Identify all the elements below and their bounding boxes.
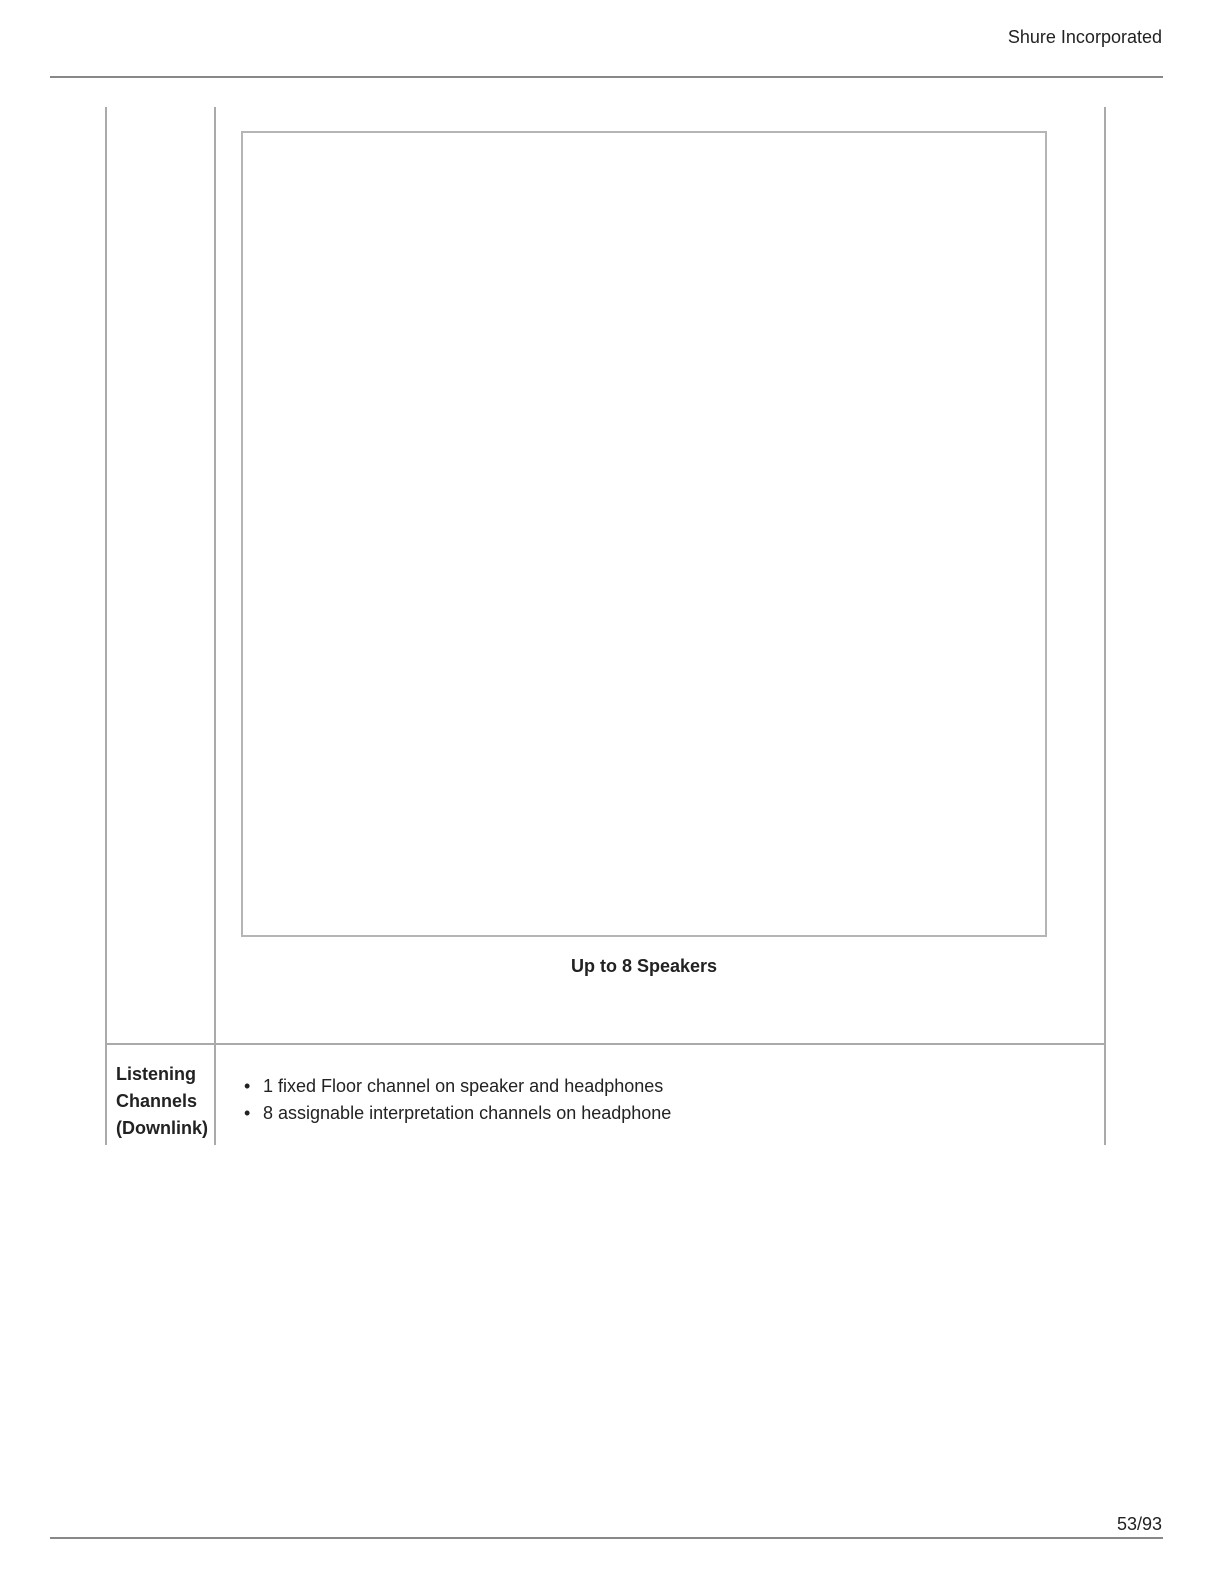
label-line: (Downlink) — [116, 1118, 208, 1138]
bullet-icon: • — [244, 1103, 251, 1123]
bullet-icon: • — [244, 1076, 251, 1096]
footer-divider — [50, 1537, 1163, 1539]
page-number: 53/93 — [1116, 1514, 1162, 1534]
table-row-listening-channels — [105, 1045, 1106, 1145]
row-value-figure — [216, 107, 1104, 1043]
row-value-listening-channels — [216, 1045, 1104, 1145]
row-label-listening-channels — [107, 1045, 216, 1145]
label-line: Listening — [116, 1064, 196, 1084]
spec-table — [105, 107, 1106, 1145]
list-item-text: 1 fixed Floor channel on speaker and headphones — [263, 1076, 664, 1096]
list-item — [244, 1100, 671, 1127]
figure-caption: Up to 8 Speakers — [570, 956, 718, 976]
label-line: Channels — [116, 1091, 198, 1111]
header-divider — [50, 76, 1163, 78]
list-item-text: 8 assignable interpretation channels on headphone — [263, 1103, 672, 1123]
listening-channels-list — [244, 1073, 671, 1127]
header-company-name: Shure Incorporated — [1007, 27, 1162, 47]
figure-image-placeholder — [241, 131, 1047, 937]
table-row-image — [105, 107, 1106, 1045]
row-label-empty — [107, 107, 216, 1043]
list-item — [244, 1073, 671, 1100]
